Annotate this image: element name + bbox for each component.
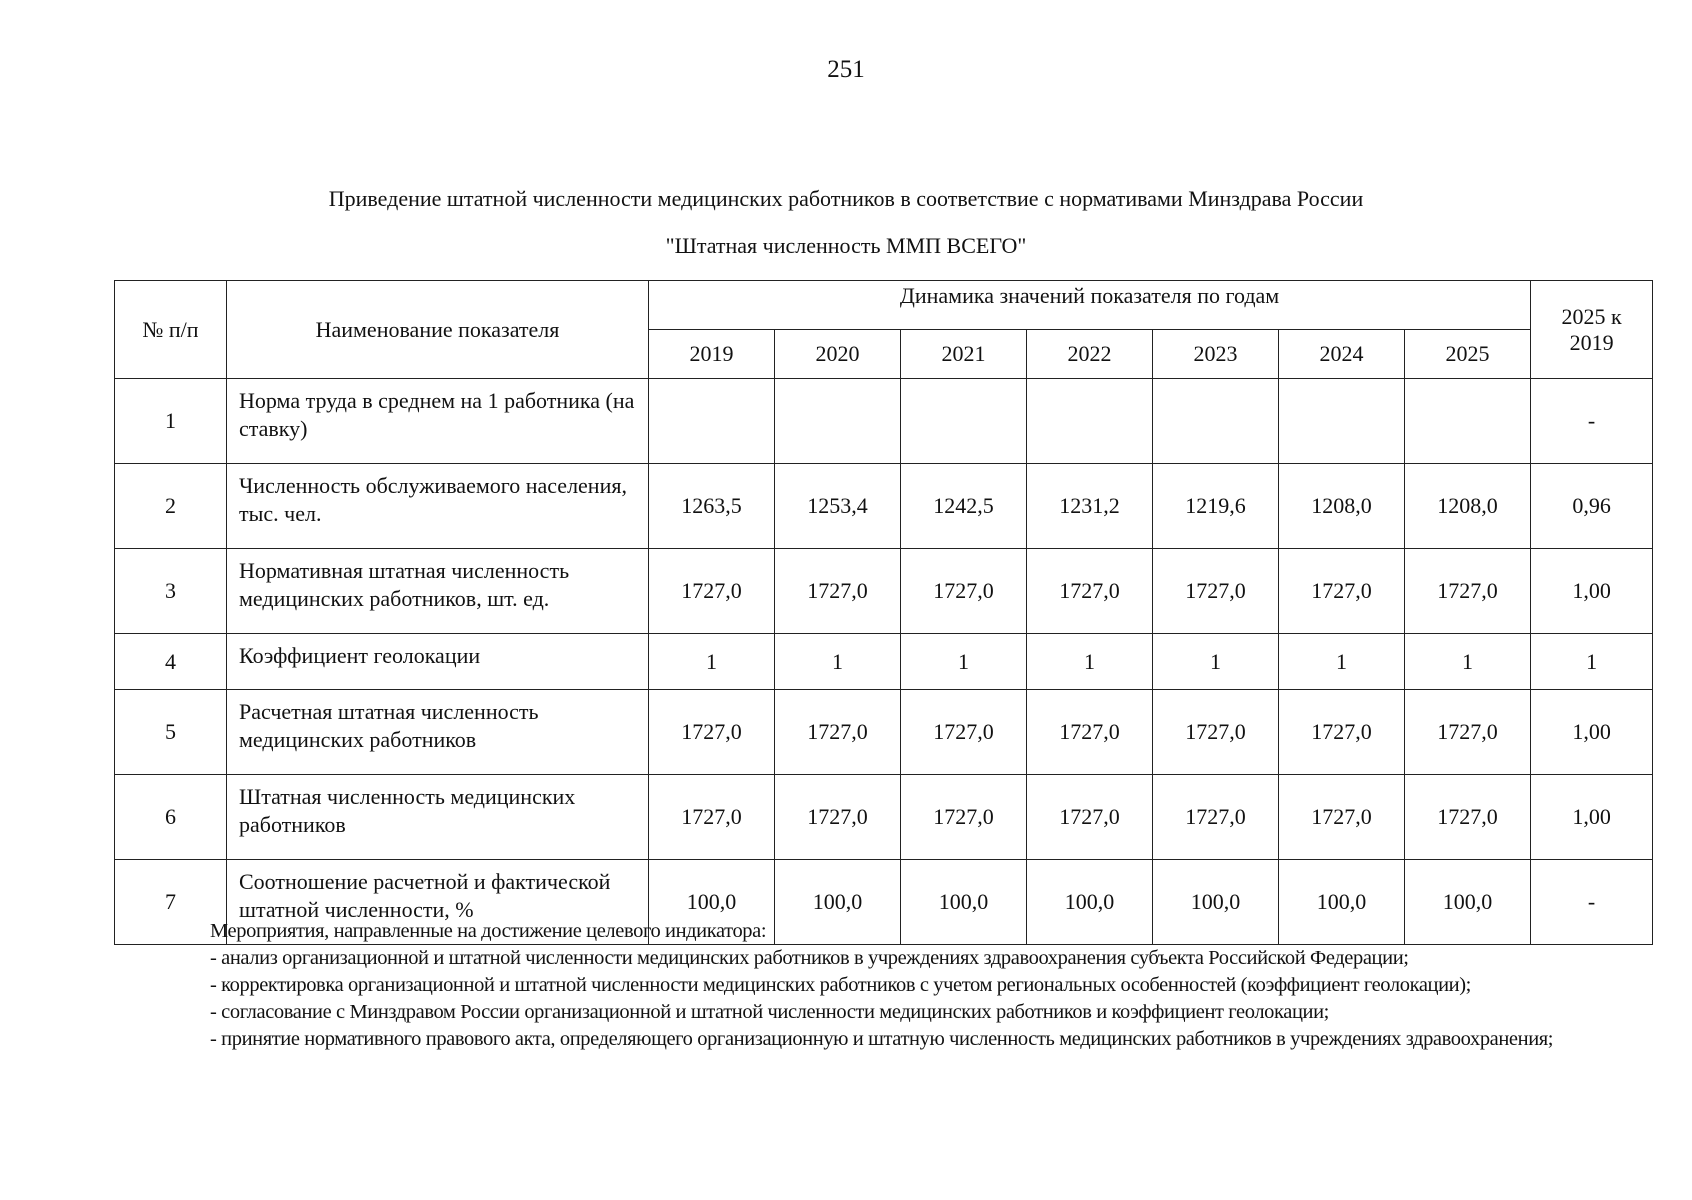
year-value: 1727,0 [1027, 690, 1153, 775]
measure-item: - принятие нормативного правового акта, определяющего организационную и штатную численность медицинских работников в учреждениях здравоохранения; [210, 1028, 1554, 1050]
year-value: 100,0 [1027, 860, 1153, 945]
year-value: 1 [901, 634, 1027, 690]
row-number: 4 [115, 634, 227, 690]
indicator-name: Коэффициент геолокации [227, 634, 649, 690]
year-value: 1727,0 [1405, 775, 1531, 860]
year-value: 100,0 [1153, 860, 1279, 945]
year-value: 1208,0 [1279, 464, 1405, 549]
year-value: 1727,0 [1279, 775, 1405, 860]
year-value: 100,0 [1279, 860, 1405, 945]
measure-item: - согласование с Минздравом России организационной и штатной численности медицинских работников и коэффициент геолокации; [210, 1001, 1329, 1023]
row-number: 5 [115, 690, 227, 775]
document-subtitle: "Штатная численность ММП ВСЕГО" [665, 233, 1027, 258]
year-value: 1253,4 [775, 464, 901, 549]
ratio-value: 1 [1531, 634, 1653, 690]
table-body [115, 379, 1653, 945]
row-number: 7 [115, 860, 227, 945]
measure-item: - корректировка организационной и штатной численности медицинских работников с учетом региональных особенностей (коэффициент геолокации); [210, 974, 1471, 996]
year-value: 1727,0 [901, 775, 1027, 860]
year-value: 1727,0 [1405, 690, 1531, 775]
year-value: 1727,0 [649, 775, 775, 860]
ratio-value: - [1531, 379, 1653, 464]
year-value: 1727,0 [775, 690, 901, 775]
ratio-value: 0,96 [1531, 464, 1653, 549]
row-number: 1 [115, 379, 227, 464]
year-value: 1727,0 [775, 549, 901, 634]
header-year: 2024 [1279, 330, 1405, 379]
year-value [901, 379, 1027, 464]
ratio-value: 1,00 [1531, 775, 1653, 860]
table-header [115, 281, 1653, 379]
year-value: 1242,5 [901, 464, 1027, 549]
year-value: 1727,0 [1279, 549, 1405, 634]
indicator-name: Соотношение расчетной и фактической штатной численности, % [227, 860, 649, 945]
indicator-name: Расчетная штатная численность медицинских работников [227, 690, 649, 775]
row-number: 2 [115, 464, 227, 549]
year-value: 100,0 [901, 860, 1027, 945]
indicator-name: Нормативная штатная численность медицинских работников, шт. ед. [227, 549, 649, 634]
measures-heading: Мероприятия, направленные на достижение целевого индикатора: [210, 920, 767, 942]
measure-item: - анализ организационной и штатной численности медицинских работников в учреждениях здравоохранения субъекта Российской Федерации; [210, 947, 1409, 969]
year-value: 1 [775, 634, 901, 690]
year-value: 1727,0 [901, 690, 1027, 775]
year-value [1027, 379, 1153, 464]
document-title: Приведение штатной численности медицинских работников в соответствие с нормативами Минздрава России [328, 186, 1364, 211]
year-value: 1 [1153, 634, 1279, 690]
header-year: 2020 [775, 330, 901, 379]
row-number: 6 [115, 775, 227, 860]
header-ratio: 2025 к 2019 [1531, 281, 1653, 379]
year-value: 1 [1279, 634, 1405, 690]
year-value: 1219,6 [1153, 464, 1279, 549]
ratio-value: - [1531, 860, 1653, 945]
table-row [115, 379, 1653, 464]
header-year: 2021 [901, 330, 1027, 379]
year-value: 1727,0 [775, 775, 901, 860]
year-value: 1263,5 [649, 464, 775, 549]
year-value: 1727,0 [1153, 690, 1279, 775]
year-value: 100,0 [649, 860, 775, 945]
year-value [1279, 379, 1405, 464]
year-value: 1727,0 [1153, 549, 1279, 634]
year-value [775, 379, 901, 464]
year-value: 1727,0 [1027, 775, 1153, 860]
year-value: 1 [649, 634, 775, 690]
table-row [115, 690, 1653, 775]
year-value: 1208,0 [1405, 464, 1531, 549]
year-value: 1727,0 [649, 690, 775, 775]
table-row [115, 549, 1653, 634]
indicator-name: Штатная численность медицинских работников [227, 775, 649, 860]
header-year: 2019 [649, 330, 775, 379]
measures-section [124, 918, 1602, 1053]
header-num: № п/п [115, 281, 227, 379]
year-value: 1727,0 [901, 549, 1027, 634]
row-number: 3 [115, 549, 227, 634]
year-value: 1 [1027, 634, 1153, 690]
year-value: 100,0 [1405, 860, 1531, 945]
year-value [1153, 379, 1279, 464]
ratio-value: 1,00 [1531, 690, 1653, 775]
table-row [115, 634, 1653, 690]
page-number: 251 [827, 56, 865, 83]
year-value: 1231,2 [1027, 464, 1153, 549]
table-row [115, 775, 1653, 860]
indicator-name: Норма труда в среднем на 1 работника (на ставку) [227, 379, 649, 464]
header-year: 2022 [1027, 330, 1153, 379]
header-year: 2023 [1153, 330, 1279, 379]
year-value [649, 379, 775, 464]
year-value: 1727,0 [1027, 549, 1153, 634]
year-value: 1727,0 [1279, 690, 1405, 775]
header-dynamics: Динамика значений показателя по годам [649, 281, 1531, 330]
year-value: 1727,0 [649, 549, 775, 634]
header-year: 2025 [1405, 330, 1531, 379]
year-value: 1727,0 [1153, 775, 1279, 860]
indicator-table [114, 280, 1653, 945]
indicator-name: Численность обслуживаемого населения, тыс. чел. [227, 464, 649, 549]
header-name: Наименование показателя [227, 281, 649, 379]
year-value: 100,0 [775, 860, 901, 945]
year-value: 1 [1405, 634, 1531, 690]
table-row [115, 464, 1653, 549]
year-value [1405, 379, 1531, 464]
year-value: 1727,0 [1405, 549, 1531, 634]
ratio-value: 1,00 [1531, 549, 1653, 634]
